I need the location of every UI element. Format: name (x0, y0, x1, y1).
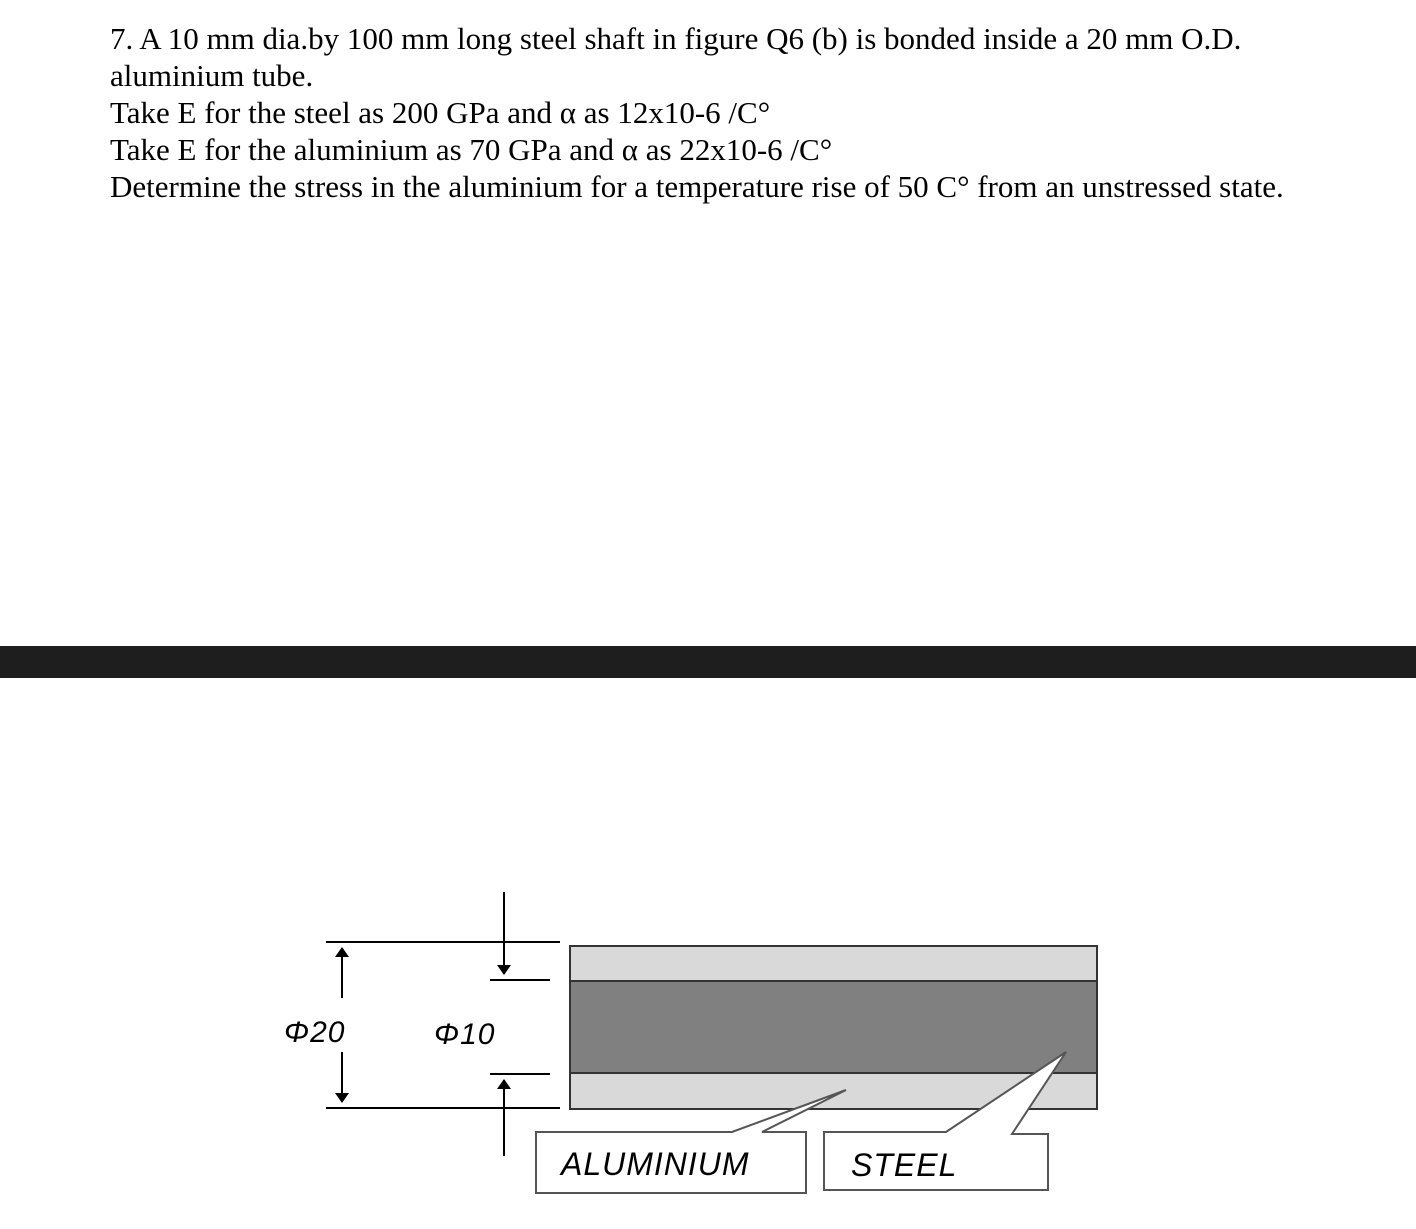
steel-label: STEEL (851, 1147, 958, 1183)
inner-diameter-label: Φ10 (434, 1018, 496, 1051)
aluminium-tube-top (570, 946, 1097, 981)
divider-bar (0, 646, 1416, 678)
question-line-3: Take E for the steel as 200 GPa and α as 12x10-6 /C° (110, 95, 771, 130)
question-line-4: Take E for the aluminium as 70 GPa and α as 22x10-6 /C° (110, 132, 833, 167)
question-line-5: Determine the stress in the aluminium for a temperature rise of 50 C° from an unstressed state. (110, 169, 1284, 204)
question-line-2: aluminium tube. (110, 58, 314, 93)
question-line-1: 7. A 10 mm dia.by 100 mm long steel shaft in figure Q6 (b) is bonded inside a 20 mm O.D. (110, 21, 1242, 56)
steel-shaft (570, 981, 1097, 1073)
question-text (110, 20, 1370, 205)
shaft-diagram (0, 870, 1416, 1210)
aluminium-label: ALUMINIUM (561, 1146, 750, 1182)
outer-diameter-label: Φ20 (284, 1016, 346, 1049)
